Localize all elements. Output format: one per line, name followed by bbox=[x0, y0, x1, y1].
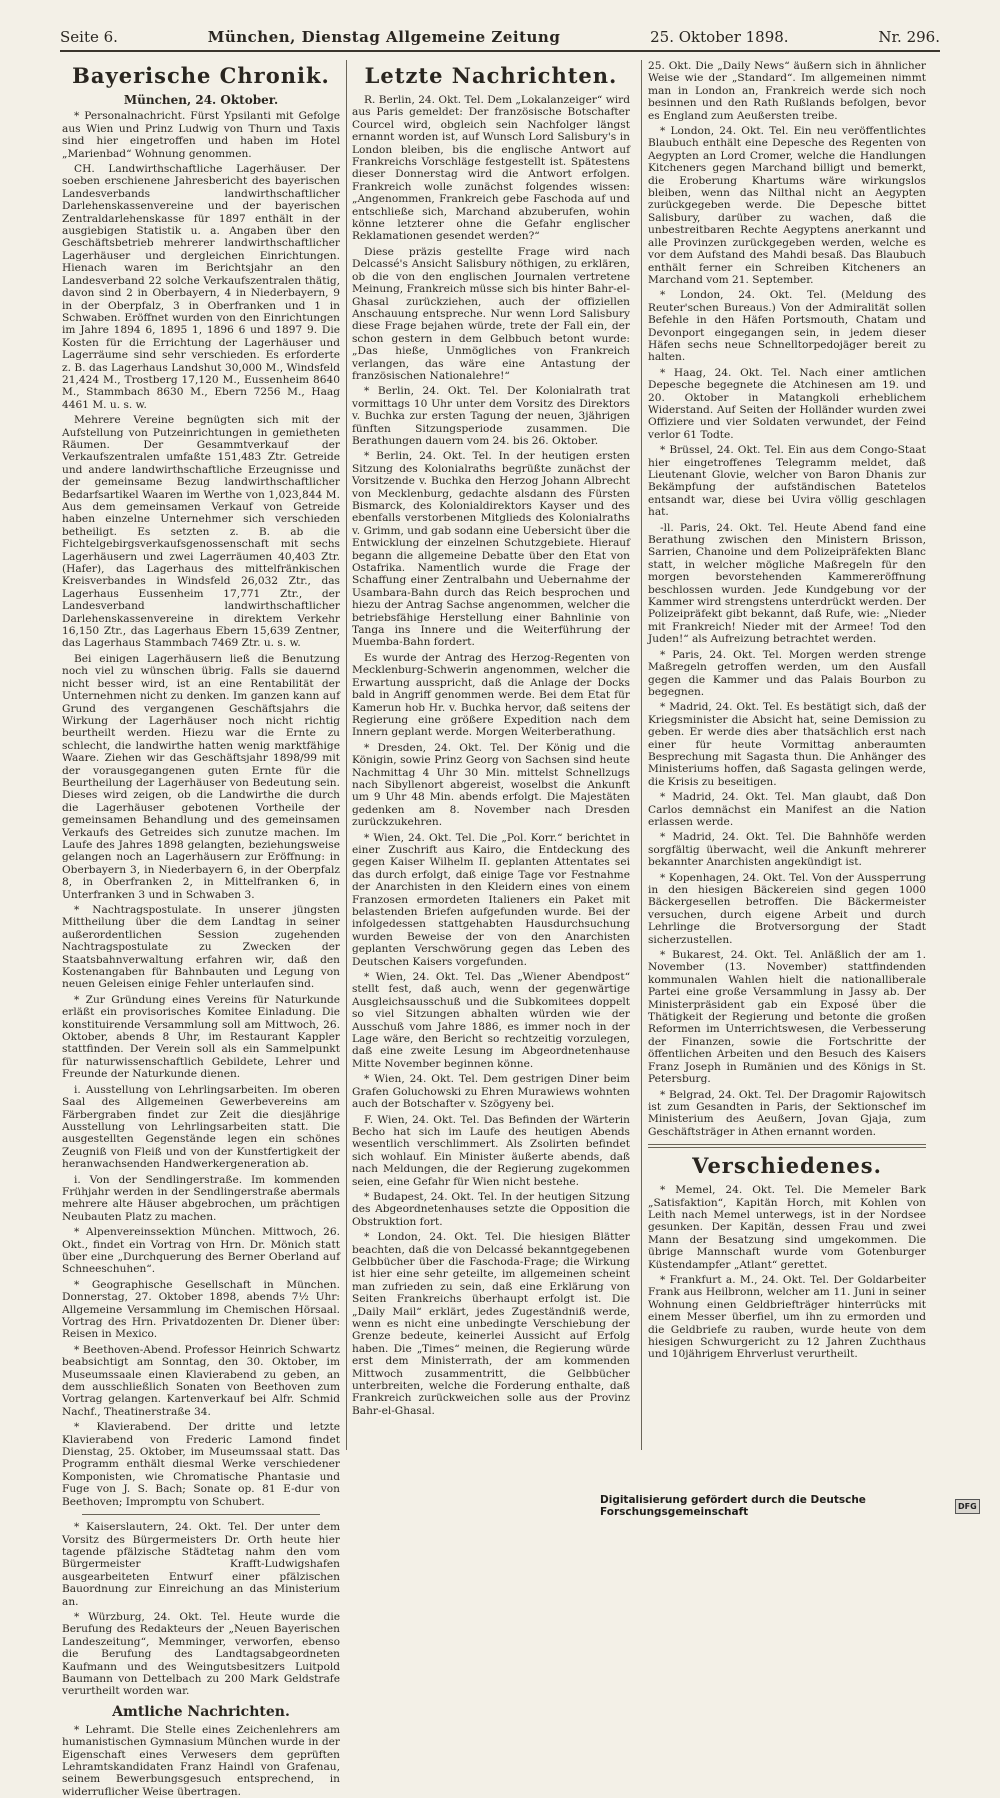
article: * Budapest, 24. Okt. Tel. In der heutigen Sitzung des Abgeordnetenhauses setzte die Opposition die Obstruktion fort. bbox=[352, 1190, 630, 1228]
section-subheading: Amtliche Nachrichten. bbox=[112, 1703, 290, 1720]
article: * Klavierabend. Der dritte und letzte Klavierabend von Frederic Lamond findet Dienstag, 25. Oktober, im Museumssaal statt. Das Programm enthält diesmal Werke verschiedener Komponisten, wie Chromatische Phantasie und Fuge von J. S. Bach; Sonate op. 81 E-dur von Beethoven; Impromptu von Schubert. bbox=[62, 1421, 340, 1508]
article: * Belgrad, 24. Okt. Tel. Der Dragomir Rajowitsch ist zum Gesandten in Paris, der Sektionschef im Ministerium des Aeußern, Jovan Gjaja, zum Geschäftsträger in Athen ernannt worden. bbox=[648, 1088, 926, 1138]
article: CH. Landwirthschaftliche Lagerhäuser. Der soeben erschienene Jahresbericht des bayerischen Landesverbands landwirthschaftlicher Darlehenskassenvereine und der bayerischen Zentraldarlehenskasse für 1897 enthält in der ausgiebigen Statistik u. a. Angaben über den Geschäftsbetrieb mehrerer landwirthschaftlicher Lagerhäuser und dergleichen Einrichtungen. Hienach waren im Berichtsjahr an den Landesverband 22 solche Verkaufszentralen thätig, davon sind 2 in Oberbayern, 4 in Niederbayern, 9 in der Oberpfalz, 3 in Oberfranken und 1 in Schwaben. Eröffnet wurden von den Einrichtungen im Jahre 1894 6, 1895 1, 1896 6 und 1897 9. Die Kosten für die Errichtung der Lagerhäuser und Lagerräume sind sehr verschieden. Es erforderte z. B. das Lagerhaus Landshut 30,000 M., Windsfeld 21,424 M., Trostberg 17,120 M., Eussenheim 8640 M., Stammbach 8630 M., Ebern 7256 M., Haag 4461 M. u. s. w. bbox=[62, 163, 340, 411]
article: * Berlin, 24. Okt. Tel. In der heutigen ersten Sitzung des Kolonialraths begrüßte zunächst der Vorsitzende v. Buchka den Herzog Johann Albrecht von Mecklenburg, gedachte alsdann des Fürsten Bismarck, des Kolonialdirektors Kayser und des ebenfalls verstorbenen Mitglieds des Kolonialraths v. Grimm, und gab sodann eine Uebersicht über die Entwicklung der einzelnen Schutzgebiete. Hierauf begann die allgemeine Debatte über den Etat von Ostafrika. Namentlich wurde die Frage der Schaffung einer Zentralbahn und Uebernahme der Usambara-Bahn durch das Reich besprochen und hiezu der Antrag Sachse angenommen, welcher die betriebsfähige Herstellung einer Bahnlinie von Tanga ins Innere und die Weiterführung der Muemba-Bahn fordert. bbox=[352, 450, 630, 649]
article: * Haag, 24. Okt. Tel. Nach einer amtlichen Depesche begegnete die Atchinesen am 19. und 20. Oktober in Matangkoli erheblichem Widerstand. Auf Seiten der Holländer wurden zwei Offiziere und vier Soldaten verwundet, der Feind verlor 61 Todte. bbox=[648, 366, 926, 441]
article: i. Von der Sendlingerstraße. Im kommenden Frühjahr werden in der Sendlingerstraße abermals mehrere alte Häuser abgebrochen, um prächtigen Neubauten Platz zu machen. bbox=[62, 1173, 340, 1223]
article: * Alpenvereinssektion München. Mittwoch, 26. Okt., findet ein Vortrag von Hrn. Dr. Mönich statt über eine „Durchquerung des Berner Oberland auf Schneeschuhen“. bbox=[62, 1226, 340, 1276]
article: * Brüssel, 24. Okt. Tel. Ein aus dem Congo-Staat hier eingetroffenes Telegramm meldet, daß Lieutenant Glovie, welcher von Baron Dhanis zur Bekämpfung der aufständischen Batetelos entsandt war, diese bei Uvira völlig geschlagen hat. bbox=[648, 444, 926, 519]
column-letzte-nachrichten bbox=[352, 60, 630, 1450]
article: * Berlin, 24. Okt. Tel. Der Kolonialrath trat vormittags 10 Uhr unter dem Vorsitz des Direktors v. Buchka zur ersten Tagung der neuen, 3jährigen fünften Sitzungsperiode zusammen. Die Berathungen dauern vom 24. bis 26. Oktober. bbox=[352, 385, 630, 447]
article: * Kaiserslautern, 24. Okt. Tel. Der unter dem Vorsitz des Bürgermeisters Dr. Orth heute hier tagende pfälzische Städtetag nahm den vom Bürgermeister Krafft-Ludwigshafen ausgearbeiteten Entwurf einer pfälzischen Bauordnung zur Einreichung an das Ministerium an. bbox=[62, 1521, 340, 1608]
article: * Personalnachricht. Fürst Ypsilanti mit Gefolge aus Wien und Prinz Ludwig von Thurn und Taxis sind hier eingetroffen und haben im Hotel „Marienbad“ Wohnung genommen. bbox=[62, 110, 340, 160]
column-bayerische-chronik bbox=[62, 60, 340, 1798]
article: * Memel, 24. Okt. Tel. Die Memeler Bark „Satisfaktion“, Kapitän Horch, mit Kohlen von Leith nach Memel unterwegs, ist in der Nordsee gesunken. Der Kapitän, dessen Frau und zwei Mann der Besatzung sind umgekommen. Die übrige Mannschaft wurde vom Gotenburger Küstendampfer „Atlant“ gerettet. bbox=[648, 1184, 926, 1271]
article: * Wien, 24. Okt. Tel. Die „Pol. Korr.“ berichtet in einer Zuschrift aus Kairo, die Entdeckung des gegen Kaiser Wilhelm II. geplanten Attentates sei das durch erfolgt, daß einige Tage vor Festnahme der Anarchisten in den Kleidern eines von einem Franzosen ermordeten Italieners ein Paket mit belastenden Briefen aufgefunden wurde. Bei der infolgedessen stattgehabten Hausdurchsuchung wurden Beweise der von den Anarchisten geplanten Verschwörung gegen das Leben des Deutschen Kaisers vorgefunden. bbox=[352, 831, 630, 968]
article: * London, 24. Okt. Tel. Ein neu veröffentlichtes Blaubuch enthält eine Depesche des Regenten von Aegypten an Lord Cromer, welche die Handlungen Kitcheners gegen Marchand billigt und bemerkt, die Eroberung Khartums wäre wirkungslos bleiben, wenn das Nilthal nicht an Aegypten zurückgegeben werde. Die Depesche bittet Salisbury, darüber zu wachen, daß die unbestreitbaren Rechte Aegyptens anerkannt und alle Provinzen zurückgegeben werden, welche es vor dem Aufstand des Mahdi besaß. Das Blaubuch enthält ferner ein Schreiben Kitcheners an Marchand vom 21. September. bbox=[648, 125, 926, 286]
article: Es wurde der Antrag des Herzog-Regenten von Mecklenburg-Schwerin angenommen, welcher die Erwartung ausspricht, daß die Anlage der Docks bald in Angriff genommen werde. Bei dem Etat für Kamerun hob Hr. v. Buchka hervor, daß seitens der Regierung eine größere Expedition nach dem Innern geplant werde. Morgen Weiterberathung. bbox=[352, 651, 630, 739]
article: * London, 24. Okt. Tel. (Meldung des Reuter'schen Bureaus.) Von der Admiralität sollen Befehle in den Häfen Portsmouth, Chatam und Devonport eingegangen sein, in jedem dieser Häfen sechs neue Schnelltorpedojäger bereit zu halten. bbox=[648, 289, 926, 364]
column-rule bbox=[641, 60, 642, 1450]
digitization-credit bbox=[600, 1494, 980, 1518]
masthead bbox=[60, 20, 940, 52]
article: Bei einigen Lagerhäusern ließ die Benutzung noch viel zu wünschen übrig. Falls sie dauernd nicht besser wird, ist an eine Rentabilität der Unternehmen nicht zu denken. Im ganzen kann auf Grund des vergangenen Geschäftsjahrs die Wirkung der Lagerhäuser noch nicht richtig beurtheilt werden. Hiezu war die Ernte zu schlecht, die landwirthe hatten wenig marktfähige Waare. Ziehen wir das Geschäftsjahr 1898/99 mit der vorausgegangenen guten Ernte für die Beurtheilung der Lagerhäuser von Bedeutung sein. Dieses wird zeigen, ob die Landwirthe die durch die Lagerhäuser gebotenen Vortheile der gemeinsamen Behandlung und des gemeinsamen Verkaufs des Getreides sich zunutze machen. Im Laufe des Jahres 1898 gelangten, beziehungsweise gelangen noch an Lagerhäusern zur Eröffnung: in Oberbayern 3, in Niederbayern 6, in der Oberpfalz 8, in Oberfranken 2, in Mittelfranken 6, in Unterfranken 3 und in Schwaben 3. bbox=[62, 652, 340, 901]
article: * London, 24. Okt. Tel. Die hiesigen Blätter beachten, daß die von Delcassé bekanntgegebenen Gelbbücher über die Faschoda-Frage; die Wirkung ist hier eine sehr geteilte, im allgemeinen scheint man zufrieden zu sein, daß eine Erklärung von Seiten Frankreichs überhaupt erfolgt ist. Die „Daily Mail“ erklärt, jedes Zugeständniß werde, wenn es nicht eine unbedingte Verschiebung der Grenze bedeute, keinerlei Aussicht auf Erfolg haben. Die „Times“ meinen, die Regierung würde erst dem Ministerrath, der am kommenden Mittwoch zusammentritt, die Gelbbücher unterbreiten, welche die Forderung enthalte, daß Frankreich zurückweichen solle aus der Provinz Bahr-el-Ghasal. bbox=[352, 1231, 630, 1417]
issue-date: 25. Oktober 1898. bbox=[650, 28, 789, 46]
article: * Zur Gründung eines Vereins für Naturkunde erläßt ein provisorisches Komitee Einladung. Die konstituirende Versammlung soll am Mittwoch, 26. Oktober, abends 8 Uhr, im Restaurant Kappler stattfinden. Der Verein soll als ein Sammelpunkt für naturwissenschaftlich Gebildete, Lehrer und Freunde der Naturkunde dienen. bbox=[62, 993, 340, 1081]
article: Diese präzis gestellte Frage wird nach Delcassé's Ansicht Salisbury nöthigen, zu erklären, ob die von den englischen Journalen vertretene Meinung, Frankreich müsse sich bis hinter Bahr-el-Ghasal zurückziehen, auch der offiziellen Anschauung entspreche. Nur wenn Lord Salisbury diese Frage bejahen würde, trete der Fall ein, der schon gestern in dem Gelbbuch betont wurde: „Das hieße, Unmögliches von Frankreich verlangen, das wäre eine Antastung der französischen Nationalehre!“ bbox=[352, 245, 630, 382]
article: Mehrere Vereine begnügten sich mit der Aufstellung von Putzeinrichtungen in gemietheten Räumen. Der Gesammtverkauf der Verkaufszentralen umfaßte 151,483 Ztr. Getreide und andere landwirthschaftliche Erzeugnisse und der gemeinsame Bezug landwirthschaftlicher Bedarfsartikel Waaren im Werthe von 1,023,844 M. Aus dem gemeinsamen Verkauf von Getreide haben einzelne Unternehmer sich verschieden betheiligt. Es setzten z. B. ab die Fichtelgebirgsverkaufsgenossenschaft mit sechs Lagerhäusern und zwei Lagerräumen 40,403 Ztr. (Hafer), das Lagerhaus des mittelfränkischen Kreisverbandes in Windsfeld 26,032 Ztr., das Lagerhaus Eussenheim 17,771 Ztr., der Landesverband landwirthschaftlicher Darlehenskassenvereine in direktem Verkehr 16,150 Ztr., das Lagerhaus Ebern 15,639 Zentner, das Lagerhaus Stammbach 7469 Ztr. u. s. w. bbox=[62, 414, 340, 650]
article: R. Berlin, 24. Okt. Tel. Dem „Lokalanzeiger“ wird aus Paris gemeldet: Der französische Botschafter Courcel wird, obgleich sein Nachfolger längst ernannt worden ist, auf Wunsch Lord Salisbury's in London bleiben, bis die englische Antwort auf Frankreichs Vorschläge festgestellt ist. Spätestens dieser Donnerstag wird die Antwort erfolgen. Frankreich wolle zunächst folgendes wissen: „Angenommen, Frankreich gebe Faschoda auf und entschließe sich, Marchand abzuberufen, wohin könne letzterer ohne die Gefahr englischer Reklamationen gesendet werden?“ bbox=[352, 94, 630, 243]
article: F. Wien, 24. Okt. Tel. Das Befinden der Wärterin Becho hat sich im Laufe des heutigen Abends wesentlich verschlimmert. Als Zsolirten befindet sich wohlauf. Ein Minister äußerte abends, daß nach Meldungen, die der Regierung zugekommen seien, eine Gefahr für Wien nicht bestehe. bbox=[352, 1113, 630, 1188]
section-heading: Verschiedenes. bbox=[692, 1153, 882, 1179]
column-continued-news bbox=[648, 60, 926, 1450]
article: * Nachtragspostulate. In unserer jüngsten Mittheilung über die dem Landtag in seiner außerordentlichen Session zugehenden Nachtragspostulate zu Zwecken der Staatsbahnverwaltung erfahren wir, daß den Kostenangaben für Bahnbauten und Legung von neuen Geleisen einige Fehler unterlaufen sind. bbox=[62, 904, 340, 991]
article: * Paris, 24. Okt. Tel. Morgen werden strenge Maßregeln getroffen werden, um den Ausfall gegen die Kammer und das Palais Bourbon zu begegnen. bbox=[648, 648, 926, 698]
issue-number: Nr. 296. bbox=[878, 28, 940, 46]
page-number-label: Seite 6. bbox=[60, 28, 118, 46]
column-rule bbox=[346, 60, 347, 1450]
article: * Wien, 24. Okt. Tel. Das „Wiener Abendpost“ stellt fest, daß auch, wenn der gegenwärtige Ausgleichsausschuß und die Subkomitees doppelt so viel Sitzungen abhalten würden wie der Ausschuß vom Jahre 1886, es immer noch in der Lage wäre, den Bericht so rechtzeitig vorzulegen, daß eine zweite Lesung im Abgeordnetenhause Mitte November beginnen könne. bbox=[352, 971, 630, 1070]
article: 25. Okt. Die „Daily News“ äußern sich in ähnlicher Weise wie der „Standard“. Im allgemeinen nimmt man in London an, Frankreich werde sich noch besinnen und den Rath Rußlands befolgen, bevor es England zum Aeußersten treibe. bbox=[648, 60, 926, 122]
dateline: München, 24. Oktober. bbox=[123, 93, 279, 107]
article: * Würzburg, 24. Okt. Tel. Heute wurde die Berufung des Redakteurs der „Neuen Bayerischen Landeszeitung“, Memminger, verworfen, ebenso die Berufung des Landtagsabgeordneten Kaufmann und des Weingutsbesitzers Luitpold Baumann von Dettelbach zu 200 Mark Geldstrafe verurtheilt worden war. bbox=[62, 1610, 340, 1698]
article: * Madrid, 24. Okt. Tel. Die Bahnhöfe werden sorgfältig überwacht, weil die Ankunft mehrerer bekannter Anarchisten angekündigt ist. bbox=[648, 831, 926, 869]
dfg-logo-icon: DFG bbox=[955, 1499, 980, 1514]
masthead-title: München, Dienstag Allgemeine Zeitung bbox=[207, 28, 561, 46]
article: * Wien, 24. Okt. Tel. Dem gestrigen Diner beim Grafen Goluchowski zu Ehren Murawiews wohnten auch der Botschafter v. Szögyeny bei. bbox=[352, 1073, 630, 1111]
article: * Lehramt. Die Stelle eines Zeichenlehrers am humanistischen Gymnasium München wurde in der Eigenschaft eines Verwesers dem geprüften Lehramtskandidaten Franz Haindl von Grafenau, seinem Bewerbungsgesuch entsprechend, in widerruflicher Weise übertragen. bbox=[62, 1723, 340, 1798]
credit-text: Digitalisierung gefördert durch die Deutsche Forschungsgemeinschaft bbox=[600, 1494, 866, 1518]
article: * Kopenhagen, 24. Okt. Tel. Von der Aussperrung in den hiesigen Bäckereien sind gegen 1000 Bäckergesellen betroffen. Die Bäckermeister versuchen, durch eigene Arbeit und durch Lehrlinge die Brotversorgung der Stadt sicherzustellen. bbox=[648, 871, 926, 946]
article: * Dresden, 24. Okt. Tel. Der König und die Königin, sowie Prinz Georg von Sachsen sind heute Nachmittag 4 Uhr 30 Min. mittelst Schnellzugs nach Sibyllenort abgereist, woselbst die Ankunft um 9 Uhr 48 Min. abends erfolgt. Die Majestäten gedenken am 8. November nach Dresden zurückzukehren. bbox=[352, 741, 630, 829]
article: -ll. Paris, 24. Okt. Tel. Heute Abend fand eine Berathung zwischen den Ministern Brisson, Sarrien, Chanoine und dem Polizeipräfekten Blanc statt, in welcher mögliche Maßregeln für den morgen bevorstehenden Kammereröffnung beschlossen wurden. Jede Kundgebung vor der Kammer wird strengstens unterdrückt werden. Der Polizeipräfekt gibt bekannt, daß Rufe, wie: „Nieder mit Frankreich! Nieder mit der Armee! Tod den Juden!“ als Aufreizung betrachtet werden. bbox=[648, 521, 926, 646]
section-heading: Bayerische Chronik. bbox=[72, 63, 330, 88]
article: * Madrid, 24. Okt. Tel. Es bestätigt sich, daß der Kriegsminister die Absicht hat, seine Demission zu geben. Er werde dies aber thatsächlich erst nach einer für heute Vormittag anberaumten Besprechung mit Sagasta thun. Die Anhänger des Ministeriums hoffen, daß Sagasta gelingen werde, die Krisis zu beseitigen. bbox=[648, 701, 926, 788]
section-heading: Letzte Nachrichten. bbox=[364, 63, 618, 88]
article: * Bukarest, 24. Okt. Tel. Anläßlich der am 1. November (13. November) stattfindenden kommunalen Wahlen hielt die nationalliberale Partei eine große Versammlung in Jassy ab. Der Ministerpräsident gab ein Exposé über die Thätigkeit der Regierung und betonte die großen Reformen im Unterrichtswesen, die Verbesserung der Finanzen, sowie die Fortschritte der öffentlichen Arbeiten und den Besuch des Kaisers Franz Joseph in Rumänien und des Königs in St. Petersburg. bbox=[648, 949, 926, 1086]
article: * Beethoven-Abend. Professor Heinrich Schwartz beabsichtigt am Sonntag, den 30. Oktober, im Museumssaale einen Klavierabend zu geben, an dem ausschließlich Sonaten von Beethoven zum Vortrag gelangen. Kartenverkauf bei Alfr. Schmid Nachf., Theatinerstraße 34. bbox=[62, 1343, 340, 1418]
article: * Geographische Gesellschaft in München. Donnerstag, 27. Oktober 1898, abends 7½ Uhr: Allgemeine Versammlung im Chemischen Hörsaal. Vortrag des Hrn. Privatdozenten Dr. Diener über: Reisen in Mexico. bbox=[62, 1278, 340, 1341]
article: * Madrid, 24. Okt. Tel. Man glaubt, daß Don Carlos demnächst ein Manifest an die Nation erlassen werde. bbox=[648, 791, 926, 828]
article: i. Ausstellung von Lehrlingsarbeiten. Im oberen Saal des Allgemeinen Gewerbevereins am Färbergraben findet zur Zeit die diesjährige Ausstellung von Lehrlingsarbeiten statt. Die ausgestellten Gegenstände legen ein schönes Zeugniß von Fleiß und von der Kunstfertigkeit der heranwachsenden Handwerkergeneration ab. bbox=[62, 1083, 340, 1171]
divider bbox=[648, 1144, 926, 1148]
divider bbox=[82, 1514, 320, 1515]
article: * Frankfurt a. M., 24. Okt. Tel. Der Goldarbeiter Frank aus Heilbronn, welcher am 11. Juni in seiner Wohnung einen Geldbriefträger hinterrücks mit einem Messer überfiel, um ihn zu ermorden und die Geldbriefe zu rauben, wurde heute von dem hiesigen Schwurgericht zu 12 Jahren Zuchthaus und 10jährigem Ehrverlust verurtheilt. bbox=[648, 1273, 926, 1361]
